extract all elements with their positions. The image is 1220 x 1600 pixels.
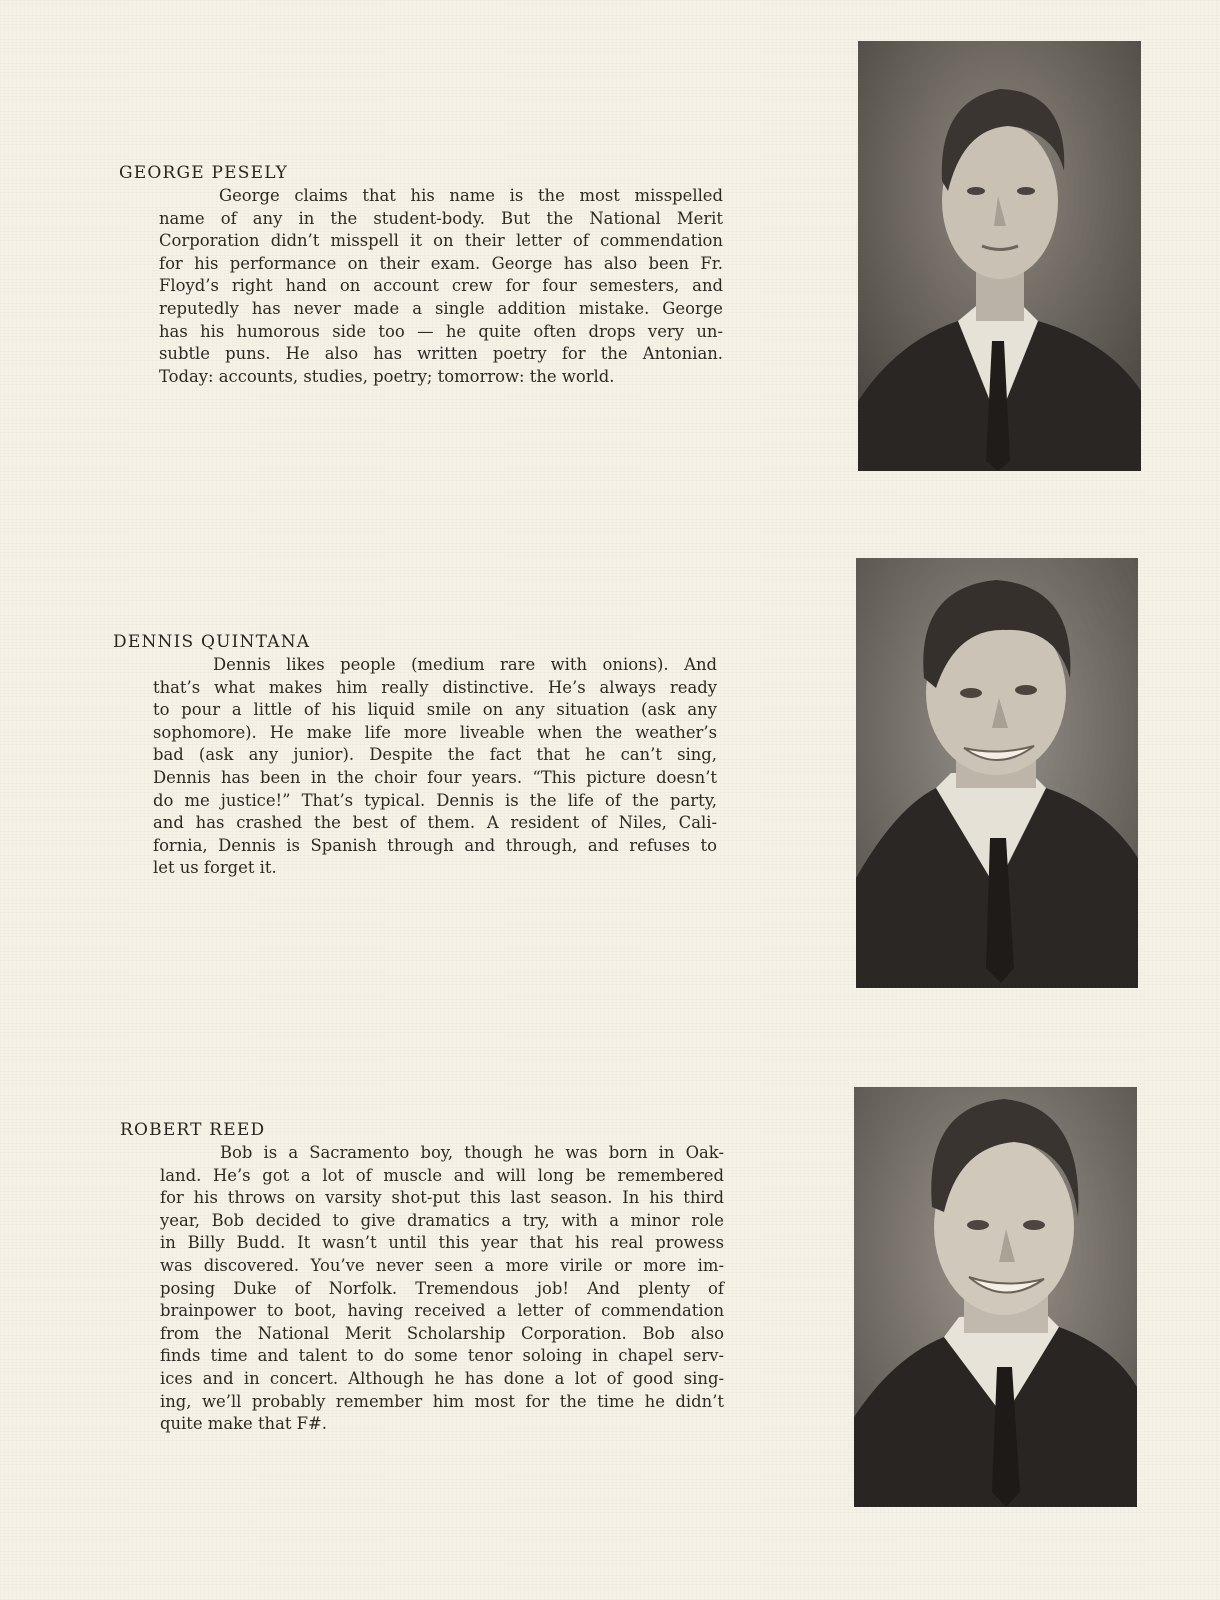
portrait-photo-icon [854,1087,1137,1507]
bio-george-pesely [119,163,723,388]
bio-line: Dennis likes people (medium rare with onions). And [213,655,717,674]
bio-line: in Billy Budd. It wasn’t until this year that his real prowess [160,1233,724,1253]
student-name: DENNIS QUINTANA [113,632,311,652]
bio-line: subtle puns. He also has written poetry for the Antonian. [159,344,723,364]
bio-line: for his throws on varsity shot-put this last season. In his third [160,1188,724,1208]
portrait-photo-george [858,41,1141,471]
bio-line: do me justice!” That’s typical. Dennis is the life of the party, [153,790,717,810]
student-name: GEORGE PESELY [119,163,289,183]
bio-line: for his performance on their exam. George has also been Fr. [159,253,723,273]
bio-line: was discovered. You’ve never seen a more virile or more im- [160,1255,724,1275]
bio-robert-reed [120,1120,724,1436]
student-bio [113,654,717,880]
bio-line: name of any in the student-body. But the National Merit [159,208,723,228]
portrait-photo-icon [858,41,1141,471]
bio-line: posing Duke of Norfolk. Tremendous job! And plenty of [160,1278,724,1298]
bio-line: has his humorous side too — he quite often drops very un- [159,321,723,341]
bio-line: George claims that his name is the most misspelled [219,186,723,205]
bio-line: brainpower to boot, having received a letter of commendation [160,1301,724,1321]
bio-line: Today: accounts, studies, poetry; tomorrow: the world. [159,366,615,386]
bio-line: from the National Merit Scholarship Corporation. Bob also [160,1323,724,1343]
portrait-photo-robert [854,1087,1137,1507]
bio-line: ices and in concert. Although he has done a lot of good sing- [160,1368,724,1388]
bio-line: Dennis has been in the choir four years. “This picture doesn’t [153,767,717,787]
bio-line: year, Bob decided to give dramatics a try, with a minor role [160,1210,724,1230]
bio-line: finds time and talent to do some tenor soloing in chapel serv- [160,1346,724,1366]
student-bio [119,185,723,388]
bio-line: ing, we’ll probably remember him most for the time he didn’t [160,1391,724,1411]
bio-line: bad (ask any junior). Despite the fact that he can’t sing, [153,745,717,765]
portrait-photo-dennis [856,558,1138,988]
portrait-photo-icon [856,558,1138,988]
bio-line: quite make that F#. [160,1414,327,1434]
bio-line: Bob is a Sacramento boy, though he was born in Oak- [220,1143,724,1162]
bio-line: Corporation didn’t misspell it on their letter of commendation [159,231,723,251]
bio-line: let us forget it. [153,858,277,878]
bio-line: sophomore). He make life more liveable when the weather’s [153,722,717,742]
bio-line: Floyd’s right hand on account crew for four semesters, and [159,276,723,296]
bio-line: land. He’s got a lot of muscle and will long be remembered [160,1165,724,1185]
bio-line: that’s what makes him really distinctive. He’s always ready [153,677,717,697]
bio-line: and has crashed the best of them. A resident of Niles, Cali- [153,813,717,833]
bio-line: reputedly has never made a single addition mistake. George [159,298,723,318]
bio-line: fornia, Dennis is Spanish through and through, and refuses to [153,835,717,855]
student-name: ROBERT REED [120,1120,266,1140]
bio-dennis-quintana [113,632,717,880]
bio-line: to pour a little of his liquid smile on any situation (ask any [153,700,717,720]
student-bio [120,1142,724,1436]
